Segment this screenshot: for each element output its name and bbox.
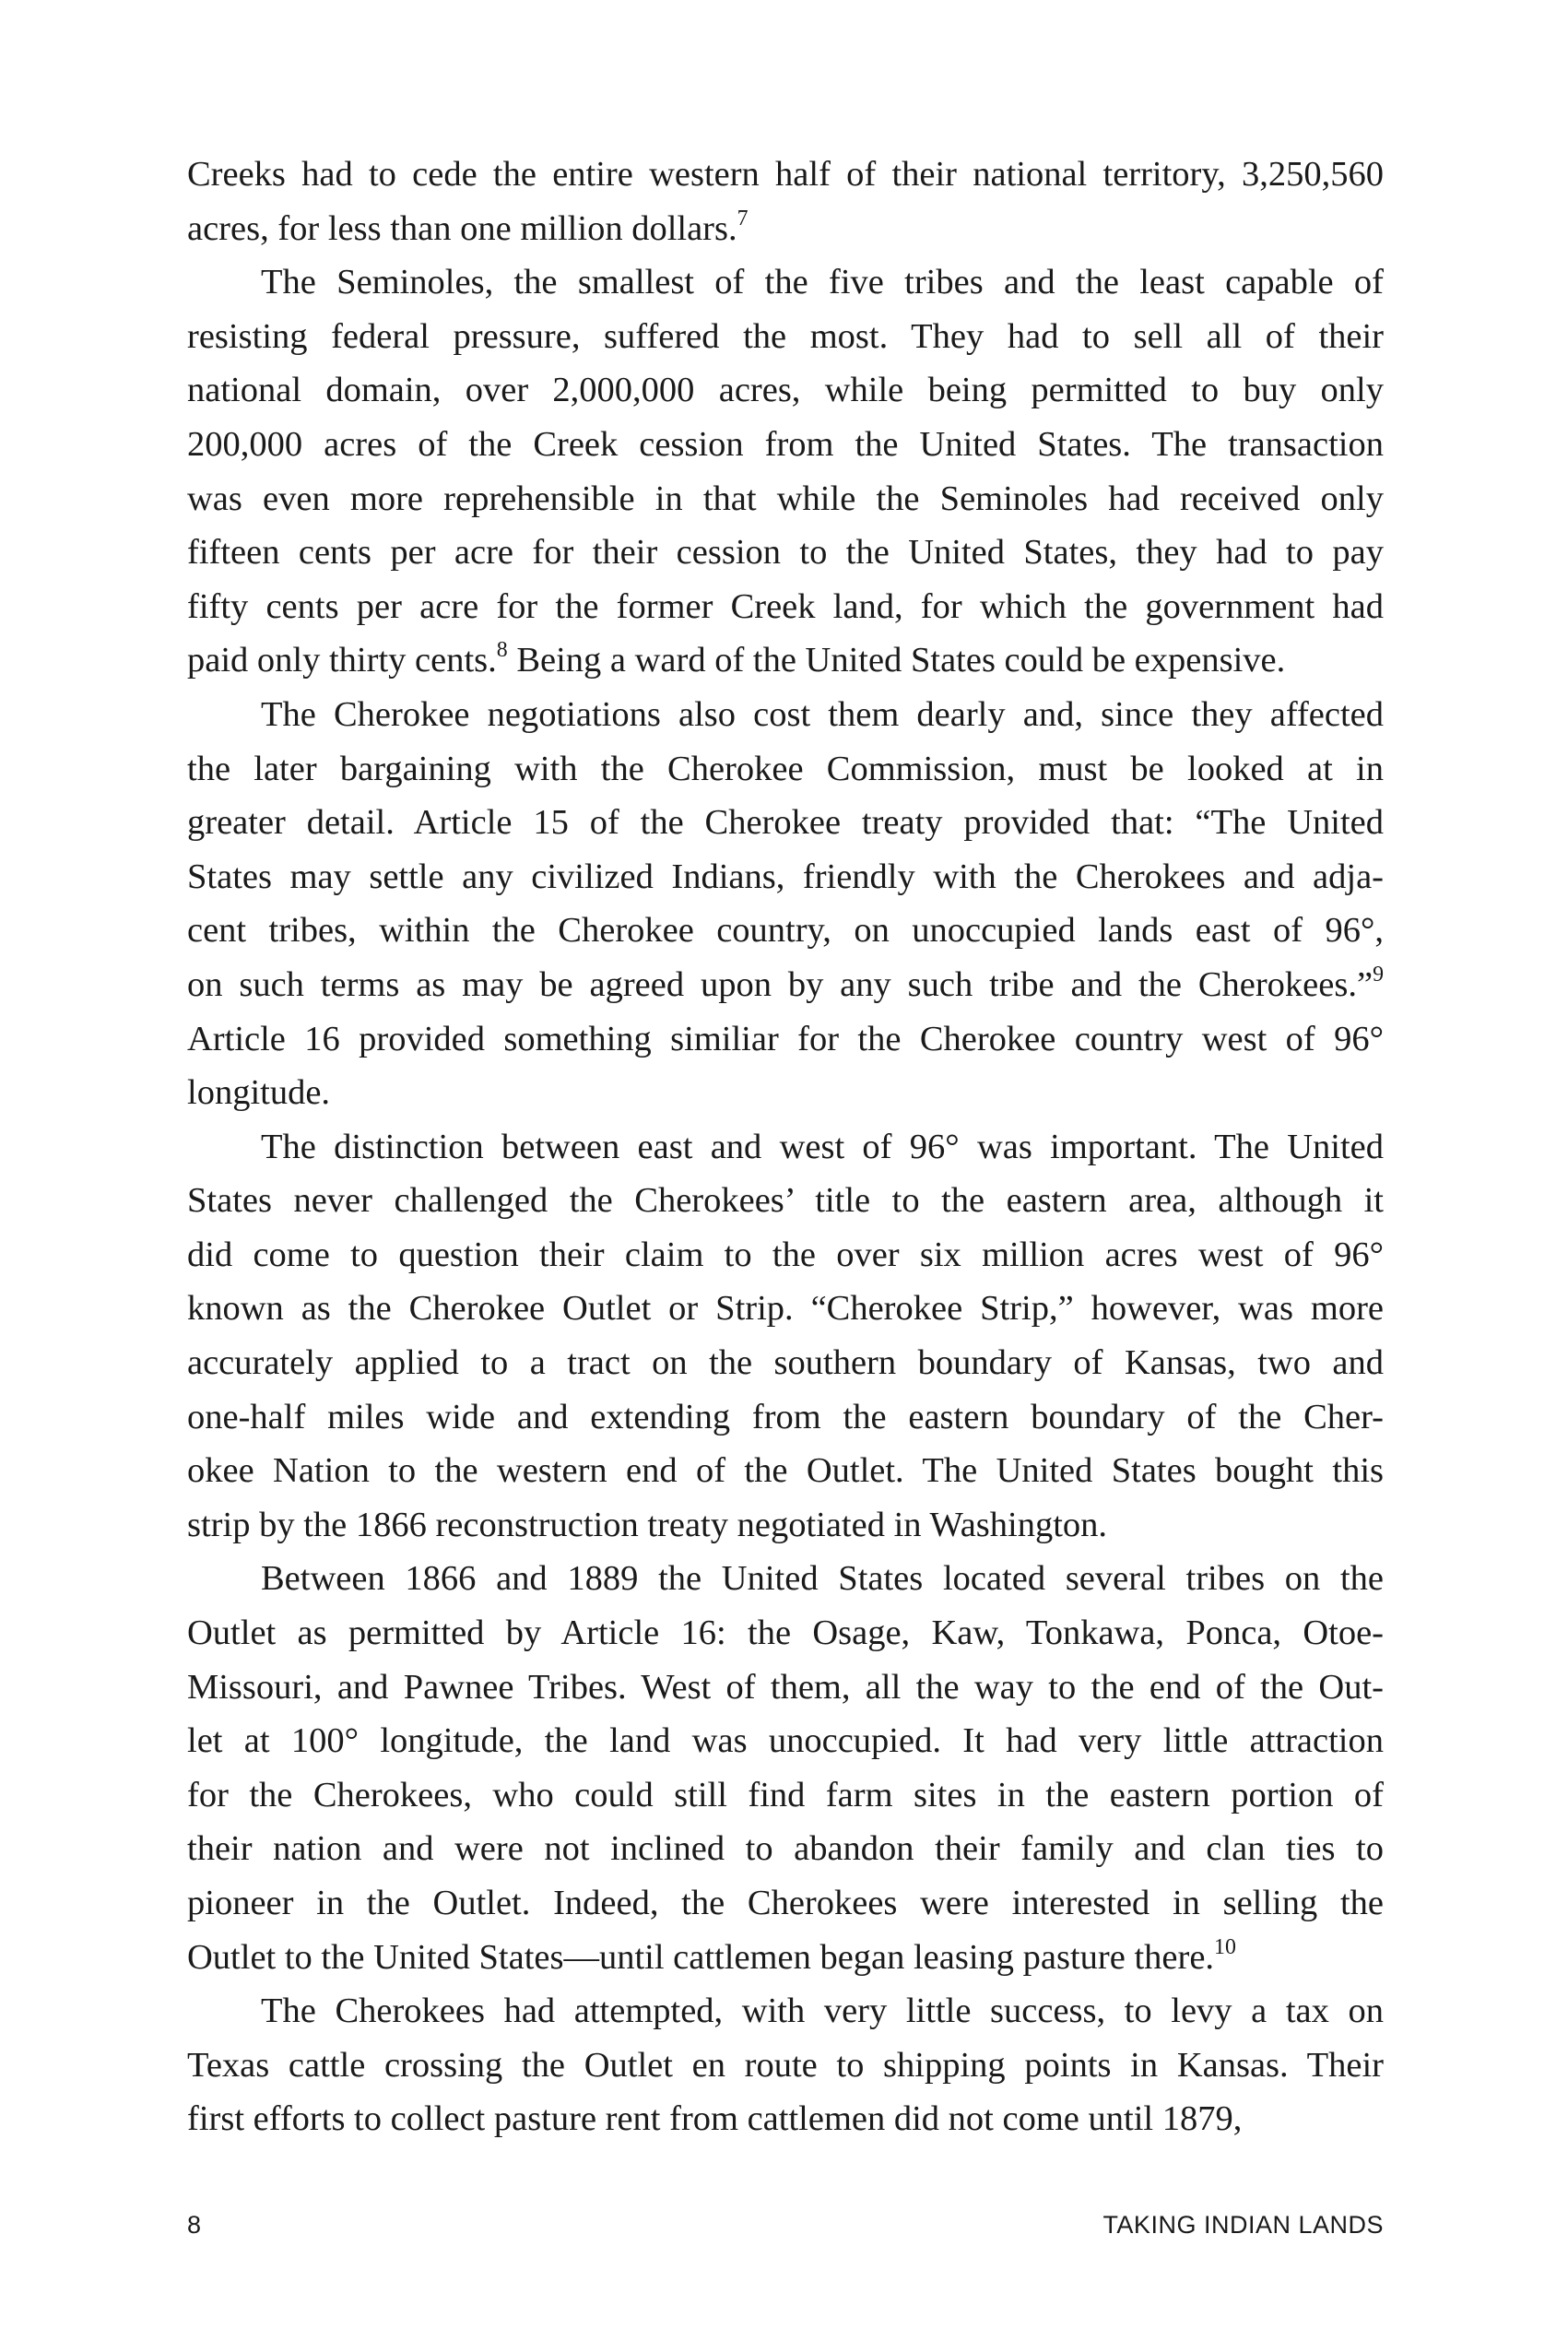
line-text: The Cherokee negotiations also cost them dearly and, since they affected	[261, 694, 1384, 734]
text-line	[187, 363, 1384, 418]
footnote-marker: 10	[1214, 1934, 1236, 1959]
line-text: their nation and were not inclined to abandon their family and clan ties to	[187, 1829, 1384, 1869]
line-text: for the Cherokees, who could still find farm sites in the eastern portion of	[187, 1775, 1384, 1814]
text-line	[187, 1174, 1384, 1228]
line-text: cent tribes, within the Cherokee country, on unoccupied lands east of 96°,	[187, 911, 1384, 951]
line-text: greater detail. Article 15 of the Cherokee treaty provided that: “The United	[187, 803, 1384, 843]
text-line	[187, 418, 1384, 472]
footnote-marker: 7	[737, 206, 749, 230]
text-line	[187, 904, 1384, 958]
line-text: first efforts to collect pasture rent from cattlemen did not come until 1879,	[187, 2099, 1243, 2139]
text-line	[187, 580, 1384, 634]
text-line	[187, 1822, 1384, 1876]
line-text: States never challenged the Cherokees’ title to the eastern area, although it	[187, 1181, 1384, 1221]
text-line	[187, 1768, 1384, 1823]
line-text: was even more reprehensible in that while the Seminoles had received only	[187, 479, 1384, 518]
line-text: one-half miles wide and extending from the eastern boundary of the Cher-	[187, 1397, 1384, 1436]
running-title: TAKING INDIAN LANDS	[1102, 2211, 1384, 2239]
footnote-marker: 8	[496, 638, 508, 663]
line-text: accurately applied to a tract on the southern boundary of Kansas, two and	[187, 1343, 1384, 1383]
line-text: The Cherokees had attempted, with very little success, to levy a tax on	[261, 1992, 1384, 2031]
paragraph	[187, 1552, 1384, 1984]
line-text-continued: Being a ward of the United States could be expensive.	[507, 641, 1286, 680]
text-line	[187, 1984, 1384, 2039]
footnote-marker: 9	[1373, 962, 1384, 987]
line-text: paid only thirty cents.	[187, 641, 497, 680]
line-text: resisting federal pressure, suffered the most. They had to sell all of their	[187, 316, 1384, 356]
paragraph	[187, 255, 1384, 688]
line-text: okee Nation to the western end of the Outlet. The United States bought this	[187, 1451, 1384, 1491]
line-text: longitude.	[187, 1073, 331, 1113]
line-text: 200,000 acres of the Creek cession from the United States. The transaction	[187, 424, 1384, 464]
text-line	[187, 1012, 1384, 1067]
text-line	[187, 1390, 1384, 1445]
text-line	[187, 148, 1384, 202]
text-line	[187, 1876, 1384, 1931]
text-line	[187, 1120, 1384, 1175]
text-line	[187, 526, 1384, 580]
text-line	[187, 1714, 1384, 1768]
line-text: strip by the 1866 reconstruction treaty negotiated in Washington.	[187, 1505, 1108, 1544]
text-line	[187, 1552, 1384, 1606]
text-line	[187, 1066, 1384, 1120]
line-text: acres, for less than one million dollars.	[187, 208, 737, 248]
line-text: Between 1866 and 1889 the United States located several tribes on the	[261, 1559, 1384, 1599]
text-line	[187, 796, 1384, 850]
text-line	[187, 202, 1384, 256]
paragraph	[187, 1120, 1384, 1553]
line-text: on such terms as may be agreed upon by any such tribe and the Cherokees.”	[187, 964, 1373, 1004]
line-text: national domain, over 2,000,000 acres, while being permitted to buy only	[187, 371, 1384, 410]
line-text: Texas cattle crossing the Outlet en route to shipping points in Kansas. Their	[187, 2045, 1384, 2085]
line-text: the later bargaining with the Cherokee Commission, must be looked at in	[187, 749, 1384, 788]
body-text	[187, 148, 1384, 2146]
text-line	[187, 742, 1384, 797]
text-line	[187, 1931, 1384, 1985]
text-line	[187, 2039, 1384, 2093]
text-line	[187, 633, 1384, 688]
line-text: The Seminoles, the smallest of the five tribes and the least capable of	[261, 263, 1384, 302]
line-text: known as the Cherokee Outlet or Strip. “Cherokee Strip,” however, was more	[187, 1289, 1384, 1329]
line-text: pioneer in the Outlet. Indeed, the Cherokees were interested in selling the	[187, 1884, 1384, 1922]
text-line	[187, 1661, 1384, 1715]
text-line	[187, 1606, 1384, 1661]
text-line	[187, 310, 1384, 364]
line-text: fifteen cents per acre for their cession to the United States, they had to pay	[187, 533, 1384, 573]
line-text: did come to question their claim to the over six million acres west of 96°	[187, 1235, 1384, 1274]
line-text: let at 100° longitude, the land was unoccupied. It had very little attraction	[187, 1721, 1384, 1761]
line-text: The distinction between east and west of 96° was important. The United	[261, 1127, 1384, 1166]
line-text: Article 16 provided something similiar for the Cherokee country west of 96°	[187, 1019, 1384, 1058]
line-text: Missouri, and Pawnee Tribes. West of them, all the way to the end of the Out-	[187, 1667, 1384, 1707]
text-line	[187, 1282, 1384, 1336]
text-line	[187, 1228, 1384, 1282]
line-text: States may settle any civilized Indians, friendly with the Cherokees and adja-	[187, 857, 1384, 896]
paragraph	[187, 1984, 1384, 2146]
text-line	[187, 850, 1384, 904]
text-line	[187, 472, 1384, 526]
paragraph	[187, 688, 1384, 1120]
text-line	[187, 1498, 1384, 1553]
text-line	[187, 958, 1384, 1012]
text-line	[187, 2092, 1384, 2146]
text-line	[187, 1444, 1384, 1498]
line-text: Outlet as permitted by Article 16: the Osage, Kaw, Tonkawa, Ponca, Otoe-	[187, 1613, 1384, 1653]
paragraph	[187, 148, 1384, 255]
text-line	[187, 688, 1384, 742]
line-text: Creeks had to cede the entire western half of their national territory, 3,250,560	[187, 155, 1384, 194]
page-number: 8	[187, 2211, 202, 2239]
line-text: fifty cents per acre for the former Creek land, for which the government had	[187, 586, 1384, 626]
text-line	[187, 1336, 1384, 1390]
line-text: Outlet to the United States—until cattlemen began leasing pasture there.	[187, 1937, 1215, 1977]
text-line	[187, 255, 1384, 310]
